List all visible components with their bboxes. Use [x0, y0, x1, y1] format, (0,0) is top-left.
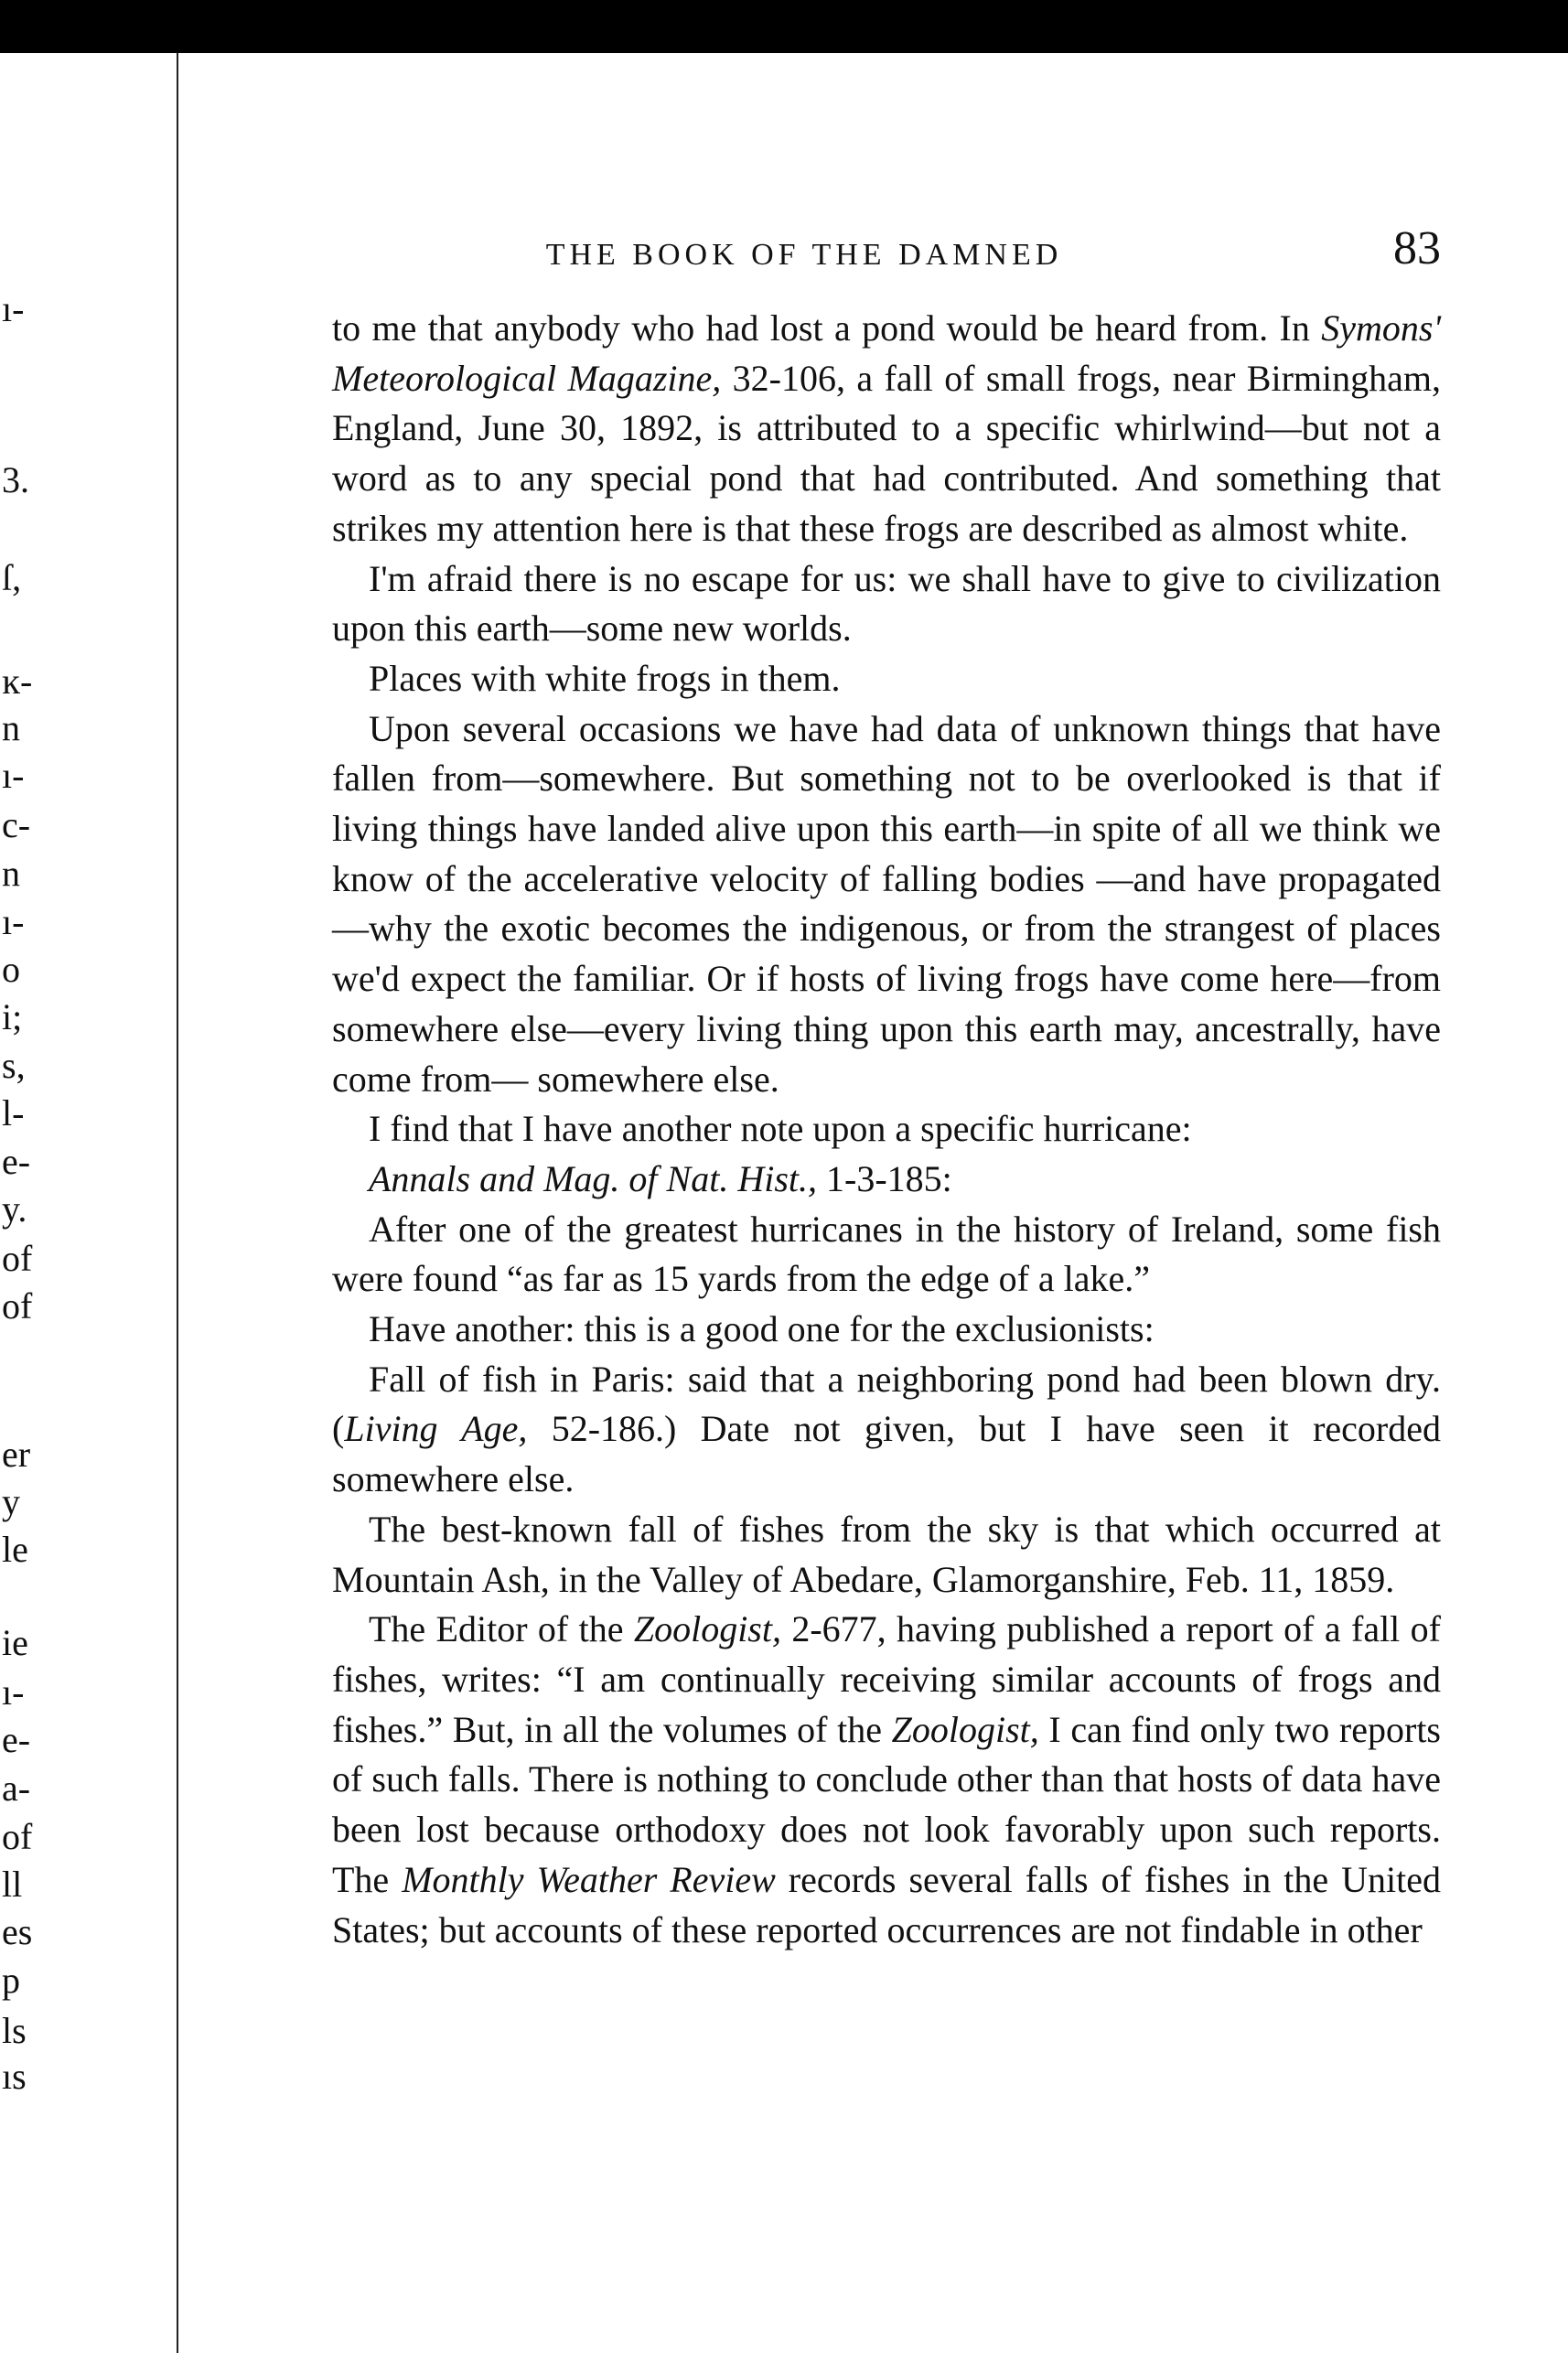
text-run: Upon several occasions we have had data of unknown things that have fallen from—somewhere. But something not to be overlooked is that if living things have landed alive upon this earth—in spite of all we think we know of the accelerative velocity of falling bodies —and have propagated—why the exotic becomes the indigenous, or from the strangest of places we'd expect the familiar. Or if hosts of living frogs have come here—from somewhere else—every living thing upon this earth may, ancestrally, have come from— somewhere else.	[332, 707, 1441, 1100]
paragraph	[332, 1605, 1441, 1955]
facing-page-fragment: c-	[2, 804, 31, 845]
paragraph	[332, 1355, 1441, 1505]
text-run: 2-677, having published a report of a fall of fishes, writes: “I am continually receiving similar accounts of frogs and fishes.” But, in all the volumes of the	[332, 1608, 1441, 1750]
paragraph	[332, 654, 1441, 704]
text-run: Have another: this is a good one for the exclusionists:	[369, 1308, 1155, 1350]
facing-page-fragment: ſ,	[2, 557, 22, 598]
text-run: Places with white frogs in them.	[369, 657, 841, 699]
facing-page-fragment: p	[2, 1960, 20, 2001]
italic-citation: Zoologist,	[633, 1608, 781, 1650]
facing-page-fragment: l-	[2, 1092, 25, 1134]
body-text	[332, 304, 1441, 1955]
text-run: I can find only two reports of such falls. There is nothing to conclude other than that hosts of data have been lost because orthodoxy does not look favorably upon such reports. The	[332, 1708, 1441, 1900]
page-number: 83	[1393, 222, 1441, 274]
facing-page-fragment: of	[2, 1285, 33, 1327]
facing-page-fragment: e-	[2, 1719, 31, 1760]
facing-page-fragment: o	[2, 949, 20, 990]
facing-page-fragment: s,	[2, 1045, 26, 1086]
italic-citation: Annals and Mag. of Nat. Hist.,	[369, 1157, 818, 1199]
paragraph	[332, 1505, 1441, 1605]
paragraph	[332, 1104, 1441, 1155]
text-run: 52-186.) Date not given, but I have seen it recorded somewhere else.	[332, 1408, 1441, 1500]
facing-page-fragment: ı-	[2, 901, 25, 942]
facing-page-fragment: ıs	[2, 2056, 27, 2097]
scan-top-border	[0, 0, 1568, 53]
facing-page-fragment: of	[2, 1816, 33, 1857]
paragraph	[332, 554, 1441, 654]
text-run: Fall of fish in Paris: said that a neighboring pond had been blown dry. (	[332, 1358, 1441, 1450]
text-run: After one of the greatest hurricanes in the history of Ireland, some fish were found “as far as 15 yards from the edge of a lake.”	[332, 1208, 1441, 1300]
facing-page-fragment: ı-	[2, 1671, 25, 1713]
italic-citation: Monthly Weather Review	[402, 1858, 776, 1900]
paragraph	[332, 304, 1441, 554]
page-header	[332, 210, 1441, 284]
facing-page-fragment: y.	[2, 1188, 27, 1230]
facing-page-fragment: ll	[2, 1864, 23, 1905]
facing-page-fragment: y	[2, 1481, 20, 1522]
text-run: 1-3-185:	[817, 1157, 952, 1199]
italic-citation: Living Age,	[344, 1408, 528, 1450]
facing-page-fragment: ı-	[2, 288, 25, 329]
facing-page-fragment: ı-	[2, 755, 25, 796]
text-run: records several falls of fishes in the United States; but accounts of these reported occurrences are not findable in other	[332, 1858, 1442, 1950]
facing-page-fragment: n	[2, 707, 20, 748]
paragraph	[332, 704, 1441, 1105]
facing-page-fragment: ie	[2, 1622, 28, 1663]
facing-page-fragment: of	[2, 1238, 33, 1279]
text-run: The Editor of the	[369, 1608, 634, 1650]
facing-page-fragment: er	[2, 1434, 31, 1475]
facing-page-fragment: ls	[2, 2010, 27, 2051]
paragraph	[332, 1155, 1441, 1205]
italic-citation: Symons' Meteorological Magazine,	[332, 307, 1441, 399]
paragraph	[332, 1205, 1441, 1305]
facing-page-fragment: i;	[2, 996, 23, 1037]
facing-page-fragment: a-	[2, 1767, 31, 1809]
facing-page-fragment: 3.	[2, 459, 29, 500]
italic-citation: Zoologist,	[891, 1708, 1039, 1750]
text-run: The best-known fall of fishes from the sky is that which occurred at Mountain Ash, in the Valley of Abedare, Glamorganshire, Feb. 11, 1859.	[332, 1508, 1441, 1600]
facing-page-fragment: es	[2, 1911, 33, 1952]
facing-page-fragment: e-	[2, 1141, 31, 1182]
text-run: to me that anybody who had lost a pond would be heard from. In	[332, 307, 1322, 349]
paragraph	[332, 1305, 1441, 1355]
running-title: THE BOOK OF THE DAMNED	[545, 238, 1063, 272]
text-run: I find that I have another note upon a specific hurricane:	[369, 1108, 1192, 1150]
text-run: I'm afraid there is no escape for us: we shall have to give to civilization upon this earth—some new worlds.	[332, 557, 1441, 650]
book-page	[332, 210, 1441, 1955]
text-run: 32-106, a fall of small frogs, near Birmingham, England, June 30, 1892, is attributed to a specific whirlwind—but not a word as to any special pond that had contributed. And something that strikes my attention here is that these frogs are described as almost white.	[332, 357, 1441, 549]
book-gutter-line	[177, 53, 178, 2353]
facing-page-fragments	[0, 0, 55, 2353]
facing-page-fragment: ĸ-	[2, 661, 33, 702]
facing-page-fragment: n	[2, 853, 20, 894]
facing-page-fragment: le	[2, 1529, 28, 1570]
